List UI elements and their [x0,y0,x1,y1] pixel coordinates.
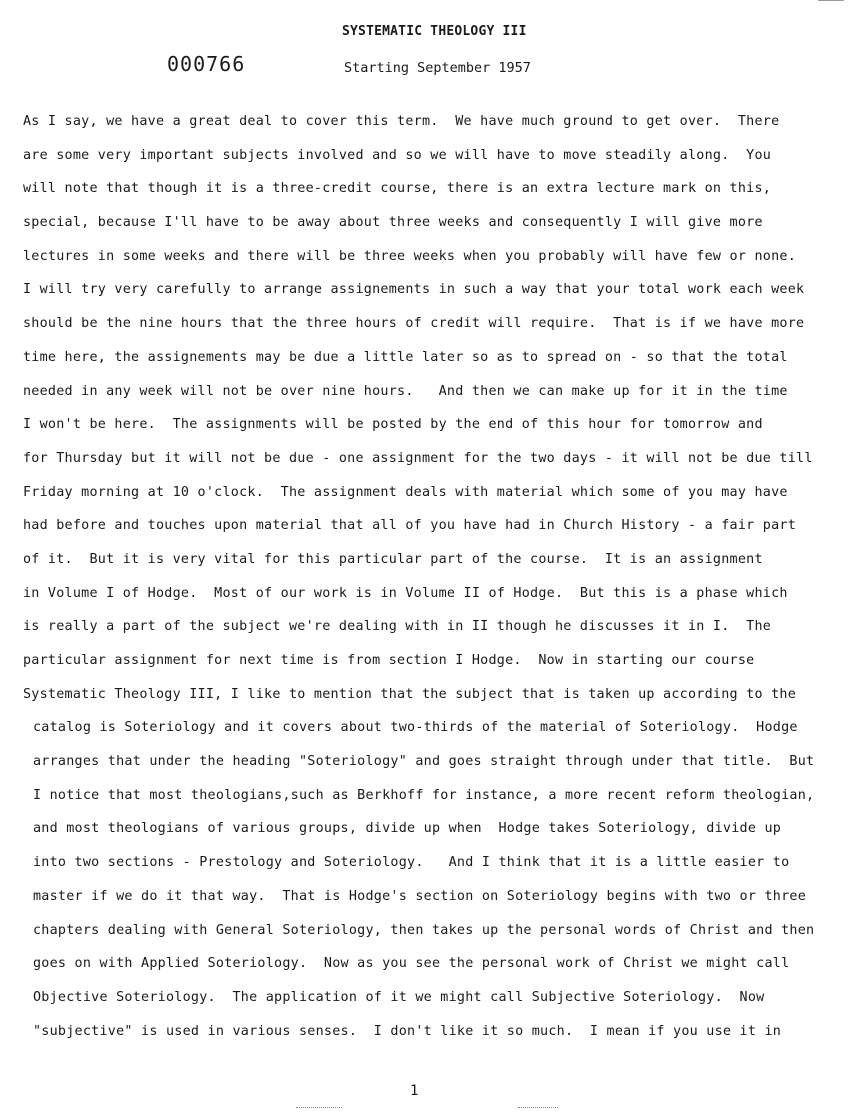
scan-artifact [518,1107,558,1110]
document-date: Starting September 1957 [344,60,531,76]
scan-artifact [296,1107,342,1110]
text-line: Systematic Theology III, I like to mention that the subject that is taken up according to the [23,686,797,702]
text-line: of it. But it is very vital for this particular part of the course. It is an assignment [23,551,763,567]
text-line: special, because I'll have to be away about three weeks and consequently I will give more [23,215,763,231]
text-line: "subjective" is used in various senses. I don't like it so much. I mean if you use it in [33,1023,782,1039]
text-line: are some very important subjects involved and so we will have to move steadily along. You [23,147,772,163]
text-line: catalog is Soteriology and it covers about two-thirds of the material of Soteriology. Hodge [33,720,798,736]
text-line: lectures in some weeks and there will be three weeks when you probably will have few or none. [23,248,797,264]
text-line: chapters dealing with General Soteriology, then takes up the personal words of Christ and then [33,922,815,938]
text-line: Objective Soteriology. The application of it we might call Subjective Soteriology. Now [33,989,765,1005]
document-number: 000766 [167,52,246,76]
text-line: needed in any week will not be over nine hours. And then we can make up for it in the time [23,383,788,399]
text-line: Friday morning at 10 o'clock. The assignment deals with material which some of you may have [23,484,788,500]
page-number: 1 [410,1083,419,1099]
text-line: particular assignment for next time is from section I Hodge. Now in starting our course [23,653,755,668]
text-line: should be the nine hours that the three hours of credit will require. That is if we have more [23,316,805,332]
text-line: is really a part of the subject we're dealing with in II though he discusses it in I. The [23,619,772,635]
text-line: in Volume I of Hodge. Most of our work is in Volume II of Hodge. But this is a phase which [23,585,788,601]
text-line: master if we do it that way. That is Hodge's section on Soteriology begins with two or three [33,888,807,904]
text-line: had before and touches upon material that all of you have had in Church History - a fair part [23,518,797,534]
text-line: goes on with Applied Soteriology. Now as you see the personal work of Christ we might call [33,956,790,972]
text-line: for Thursday but it will not be due - one assignment for the two days - it will not be due till [23,450,813,466]
text-line: I won't be here. The assignments will be posted by the end of this hour for tomorrow and [23,417,763,433]
document-title: SYSTEMATIC THEOLOGY III [342,24,527,39]
text-line: into two sections - Prestology and Soteriology. And I think that it is a little easier to [33,855,790,871]
text-line: I notice that most theologians,such as Berkhoff for instance, a more recent reform theologian, [33,787,815,803]
text-line: As I say, we have a great deal to cover this term. We have much ground to get over. There [23,114,780,129]
text-line: and most theologians of various groups, divide up when Hodge takes Soteriology, divide up [33,821,782,837]
text-line: time here, the assignements may be due a little later so as to spread on - so that the total [23,349,788,365]
text-line: arranges that under the heading "Soteriology" and goes straight through under that title. But [33,754,815,770]
text-line: I will try very carefully to arrange assignements in such a way that your total work each week [23,282,805,298]
scan-corner-mark [818,0,844,4]
text-line: will note that though it is a three-credit course, there is an extra lecture mark on this, [23,181,772,197]
body-text [23,112,833,1055]
